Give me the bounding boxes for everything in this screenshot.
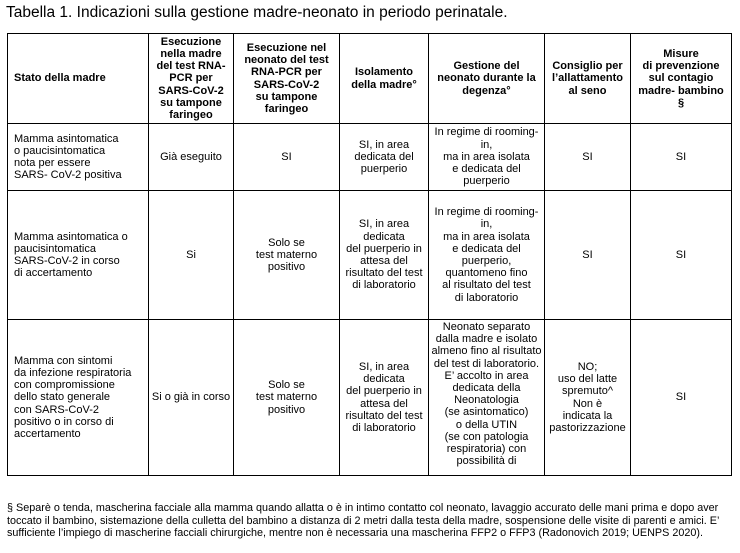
cell-breastfeeding: SI: [545, 191, 631, 320]
table-row: [8, 124, 732, 191]
cell-maternal-status: Mamma asintomatica o paucisintomatica SARS-CoV-2 in corso di accertamento: [8, 191, 149, 320]
footnote: § Separè o tenda, mascherina facciale alla mamma quando allatta o è in intimo contatto col neonato, lavaggio accurato delle mani prima e dopo aver toccato il bambino, sistemazione della culletta del bambino a distanza di 2 metri dalla testa della madre, sospensione delle visite di parenti e amici. E’ sufficiente l’impiego di mascherine facciali chirurgiche, mentre non è necessaria una mascherina FFP2 o FFP3 (Radonovich 2019; UENPS 2020).: [7, 502, 719, 540]
cell-maternal-status: Mamma asintomatica o paucisintomatica nota per essere SARS- CoV-2 positiva: [8, 124, 149, 191]
table-row: [8, 320, 732, 476]
header-prevention: Misure di prevenzione sul contagio madre- bambino §: [631, 34, 732, 124]
header-breastfeeding: Consiglio per l’allattamento al seno: [545, 34, 631, 124]
cell-prevention: SI: [631, 320, 732, 476]
cell-mother-test: Già eseguito: [149, 124, 234, 191]
table-title: Tabella 1. Indicazioni sulla gestione madre-neonato in periodo perinatale.: [6, 4, 508, 21]
table-row: [8, 191, 732, 320]
cell-mother-test: Si o già in corso: [149, 320, 234, 476]
cell-breastfeeding: SI: [545, 124, 631, 191]
cell-newborn-test: Solo se test materno positivo: [234, 191, 340, 320]
cell-mother-isolation: SI, in area dedicata del puerperio in attesa del risultato del test di laboratorio: [340, 320, 429, 476]
cell-maternal-status: Mamma con sintomi da infezione respiratoria con compromissione dello stato generale con SARS-CoV-2 positivo o in corso di accertamento: [8, 320, 149, 476]
cell-newborn-management: In regime di rooming- in, ma in area isolata e dedicata del puerperio: [429, 124, 545, 191]
perinatal-management-table: [7, 33, 732, 476]
header-maternal-status: Stato della madre: [8, 34, 149, 124]
cell-newborn-test: Solo se test materno positivo: [234, 320, 340, 476]
cell-mother-isolation: SI, in area dedicata del puerperio: [340, 124, 429, 191]
cell-newborn-test: SI: [234, 124, 340, 191]
cell-mother-isolation: SI, in area dedicata del puerperio in attesa del risultato del test di laboratorio: [340, 191, 429, 320]
header-newborn-test: Esecuzione nel neonato del test RNA-PCR per SARS-CoV-2 su tampone faringeo: [234, 34, 340, 124]
cell-prevention: SI: [631, 191, 732, 320]
table-header-row: [8, 34, 732, 124]
cell-newborn-management: In regime di rooming- in, ma in area isolata e dedicata del puerperio, quantomeno fino al risultato del test di laboratorio: [429, 191, 545, 320]
header-newborn-management: Gestione del neonato durante la degenza°: [429, 34, 545, 124]
cell-newborn-management: Neonato separato dalla madre e isolato almeno fino al risultato del test di laboratorio. E’ accolto in area dedicata della Neonatologia (se asintomatico) o della UTIN (se con patologia respiratoria) con possibilità di: [429, 320, 545, 476]
header-mother-test: Esecuzione nella madre del test RNA- PCR per SARS-CoV-2 su tampone faringeo: [149, 34, 234, 124]
header-mother-isolation: Isolamento della madre°: [340, 34, 429, 124]
cell-breastfeeding: NO; uso del latte spremuto^ Non è indicata la pastorizzazione: [545, 320, 631, 476]
cell-mother-test: Si: [149, 191, 234, 320]
cell-prevention: SI: [631, 124, 732, 191]
